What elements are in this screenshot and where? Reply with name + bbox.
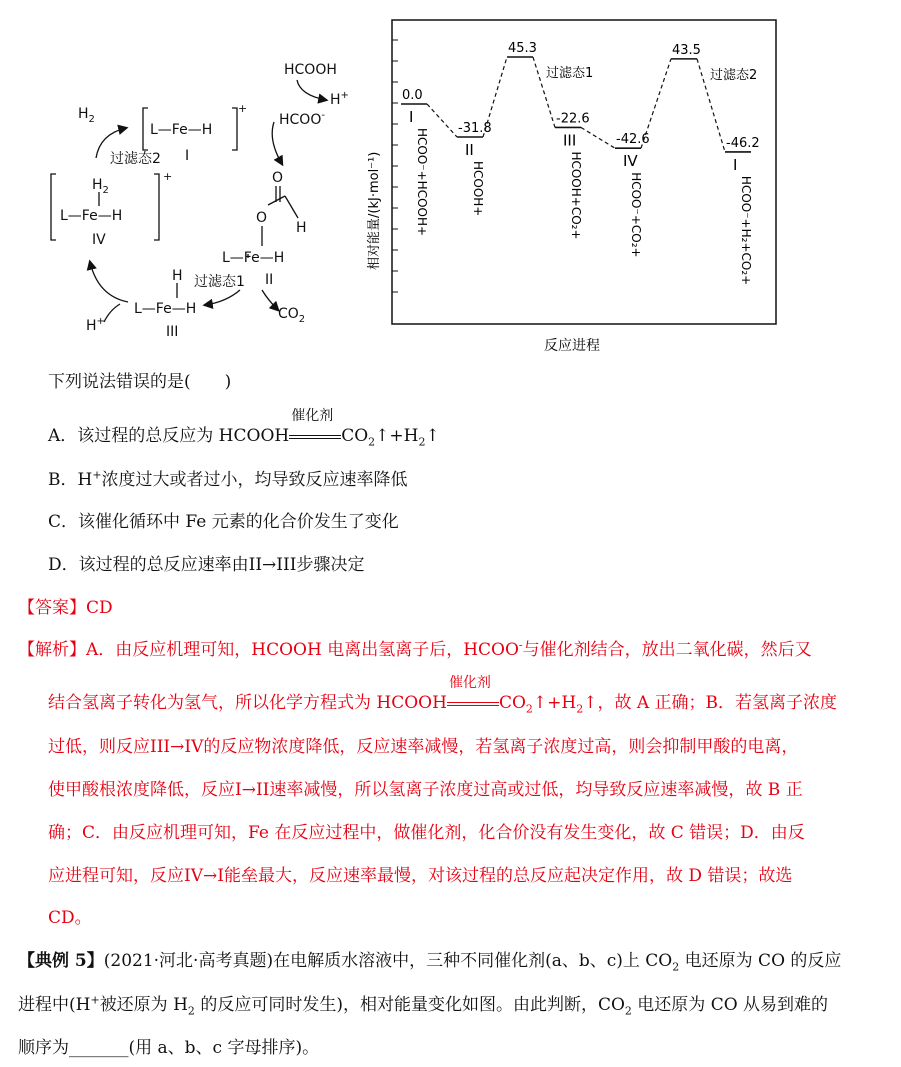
species-i-charge: + [238, 102, 248, 115]
species-iv-charge: + [163, 170, 173, 183]
species-iv-formula: L—Fe—H [60, 208, 123, 224]
species-label: HCOO⁻+CO₂+ [629, 172, 643, 258]
energy-connector [641, 59, 671, 148]
energy-value-label: -42.6 [616, 132, 650, 148]
species-ii-label: II [265, 272, 274, 288]
species-label: HCOOH+ [471, 160, 485, 217]
option-d: D．该过程的总反应速率由II→III步骤决定 [48, 555, 365, 575]
species-ii-o-top: O [272, 170, 284, 186]
analysis-line-3: 过低，则反应III→IV的反应物浓度降低，反应速率减慢，若氢离子浓度过高，则会抑制甲酸的电离， [48, 737, 799, 757]
energy-value-label: 45.3 [508, 41, 537, 56]
state-label: IV [623, 152, 638, 171]
y-axis-label: 相对能量/(kJ·mol⁻¹) [367, 151, 382, 270]
species-iv-h2: $H_2$ [92, 177, 109, 196]
energy-profile-chart [367, 0, 780, 360]
mechanism-diagram [0, 0, 380, 360]
example-line-3: 顺序为_______(用 a、b、c 字母排序)。 [18, 1038, 320, 1058]
co2-label: $CO_2$ [278, 306, 306, 325]
answer-line [18, 598, 113, 618]
example-line-2: 进程中(H+被还原为 $H_2$ 的反应可同时发生)，相对能量变化如图。由此判断，$CO_2$ 电还原为 CO 从易到难的 [18, 993, 829, 1018]
analysis-line-4: 使甲酸根浓度降低，反应I→II速率减慢，所以氢离子浓度过高或过低，均导致反应速率减慢，故 B 正 [48, 780, 803, 800]
species-iii-label: III [166, 324, 179, 340]
species-iii-h: H [172, 268, 183, 284]
state-label: I [733, 155, 738, 174]
question-stem: 下列说法错误的是( ) [48, 372, 232, 392]
species-i-formula: L—Fe—H [150, 122, 213, 138]
species-label: HCOOH+CO₂+ [569, 151, 583, 240]
species-ii-formula: L—Fe—H [222, 250, 285, 266]
analysis-line-5: 确；C．由反应机理可知，Fe 在反应过程中，做催化剂，化合价没有发生变化，故 C 错误；D．由反 [48, 823, 805, 843]
energy-connector [581, 127, 615, 148]
analysis-line-7: CD。 [48, 908, 92, 928]
species-iv-label: IV [92, 232, 106, 248]
hcoo-label: HCOO- [279, 110, 325, 128]
energy-value-label: -22.6 [556, 111, 590, 127]
example-line-1: 【典例 5】(2021·河北·高考真题)在电解质水溶液中，三种不同催化剂(a、b、c)上 $CO_2$ 电还原为 CO 的反应 [18, 951, 842, 974]
answer-label: 【答案】 [18, 598, 86, 618]
transition-state-label: 过滤态1 [546, 66, 594, 81]
analysis-line-2: 结合氢离子转化为氢气，所以化学方程式为 HCOOH 催化剂 $CO_2↑+H_2↑$，故 A 正确；B．若氢离子浓度 [48, 675, 838, 716]
analysis-label: 【解析】 [18, 640, 86, 660]
species-label: HCOO⁻+HCOOH+ [415, 128, 429, 237]
energy-value-label: 0.0 [402, 88, 423, 103]
hplus-bottom-label: H+ [86, 316, 105, 334]
species-ii-h: H [296, 220, 307, 236]
figure [0, 0, 901, 360]
x-axis-label: 反应进程 [544, 338, 600, 354]
energy-connector [427, 104, 457, 137]
species-ii-o-bottom: O [256, 210, 268, 226]
state-label: I [409, 108, 414, 126]
option-c: C．该催化循环中 Fe 元素的化合价发生了变化 [48, 512, 399, 532]
answer-value: CD [86, 598, 113, 618]
example-label: 【典例 5】 [18, 951, 104, 971]
energy-value-label: -31.8 [458, 120, 492, 136]
species-label: HCOO⁻+H₂+CO₂+ [739, 175, 753, 286]
ts2-label: 过滤态2 [110, 151, 161, 167]
analysis-line-1: 【解析】A．由反应机理可知，HCOOH 电离出氢离子后，HCOO-与催化剂结合，放出二氧化碳，然后又 [18, 638, 812, 660]
hplus-top-label: H+ [330, 90, 349, 108]
option-a: A．该过程的总反应为 HCOOH 催化剂 $CO_2↑+H_2↑$ [48, 408, 440, 449]
hcooh-label: HCOOH [284, 62, 337, 78]
species-iii-formula: L—Fe—H [134, 301, 197, 317]
state-label: III [563, 131, 577, 150]
transition-state-label: 过滤态2 [710, 67, 758, 83]
energy-value-label: -46.2 [726, 135, 760, 151]
option-b: B．H+浓度过大或者过小，均导致反应速率降低 [48, 468, 408, 490]
ts1-label: 过滤态1 [194, 274, 245, 290]
h2-top-label: $H_2$ [78, 106, 95, 125]
state-label: II [465, 140, 474, 159]
species-i-label: I [185, 148, 190, 164]
energy-value-label: 43.5 [672, 42, 701, 58]
analysis-line-6: 应进程可知，反应IV→I能垒最大，反应速率最慢，对该过程的总反应起决定作用，故 D 错误；故选 [48, 866, 793, 886]
